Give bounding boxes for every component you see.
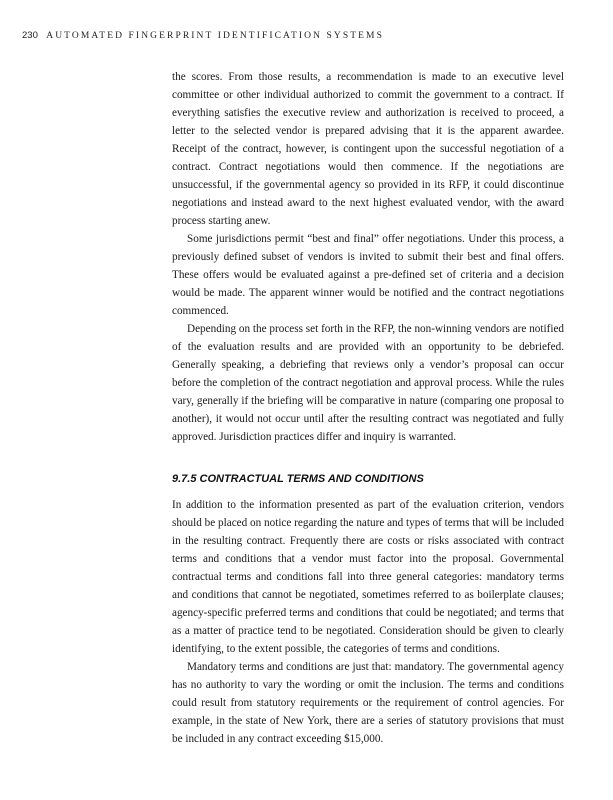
paragraph: In addition to the information presented as part of the evaluation criterion, vendors should be placed on notice regarding the nature and types of terms that will be included in the resulting contract. Frequently there are costs or risks associated with contract terms and conditions that a vendor must factor into the proposal. Governmental contractual terms and conditions fall into three general categories: mandatory terms and conditions that cannot be negotiated, sometimes referred to as boilerplate clauses; agency-specific preferred terms and conditions that could be negotiated; and terms that as a matter of practice tend to be negotiated. Consideration should be given to clearly identifying, to the extent possible, the categories of terms and conditions. (172, 499, 564, 655)
running-title: AUTOMATED FINGERPRINT IDENTIFICATION SYSTEMS (46, 31, 384, 41)
running-header (22, 30, 384, 41)
paragraph: Some jurisdictions permit “best and final” offer negotiations. Under this process, a previously defined subset of vendors is invited to submit their best and final offers. These offers would be evaluated against a pre-defined set of criteria and a decision would be made. The apparent winner would be notified and the contract negotiations commenced. (172, 233, 564, 317)
section-heading: 9.7.5 CONTRACTUAL TERMS AND CONDITIONS (172, 473, 424, 485)
page-number: 230 (22, 30, 38, 41)
paragraph: the scores. From those results, a recommendation is made to an executive level committee or other individual authorized to commit the government to a contract. If everything satisfies the executive review and authorization is received to proceed, a letter to the selected vendor is prepared advising that it is the apparent awardee. Receipt of the contract, however, is contingent upon the successful negotiation of a contract. Contract negotiations would then commence. If the negotiations are unsuccessful, if the governmental agency so provided in its RFP, it could discontinue negotiations and instead award to the next highest evaluated vendor, with the award process starting anew. (172, 71, 564, 227)
main-text (172, 68, 564, 748)
paragraph: Mandatory terms and conditions are just that: mandatory. The governmental agency has no authority to vary the wording or omit the inclusion. The terms and conditions could result from statutory requirements or the requirement of control agencies. For example, in the state of New York, there are a series of statutory provisions that must be included in any contract exceeding $15,000. (172, 661, 564, 745)
paragraph: Depending on the process set forth in the RFP, the non-winning vendors are notified of the evaluation results and are provided with an opportunity to be debriefed. Generally speaking, a debriefing that reviews only a vendor’s proposal can occur before the completion of the contract negotiation and approval process. While the rules vary, generally if the briefing will be comparative in nature (comparing one proposal to another), it would not occur until after the resulting contract was negotiated and fully approved. Jurisdiction practices differ and inquiry is warranted. (172, 323, 564, 443)
